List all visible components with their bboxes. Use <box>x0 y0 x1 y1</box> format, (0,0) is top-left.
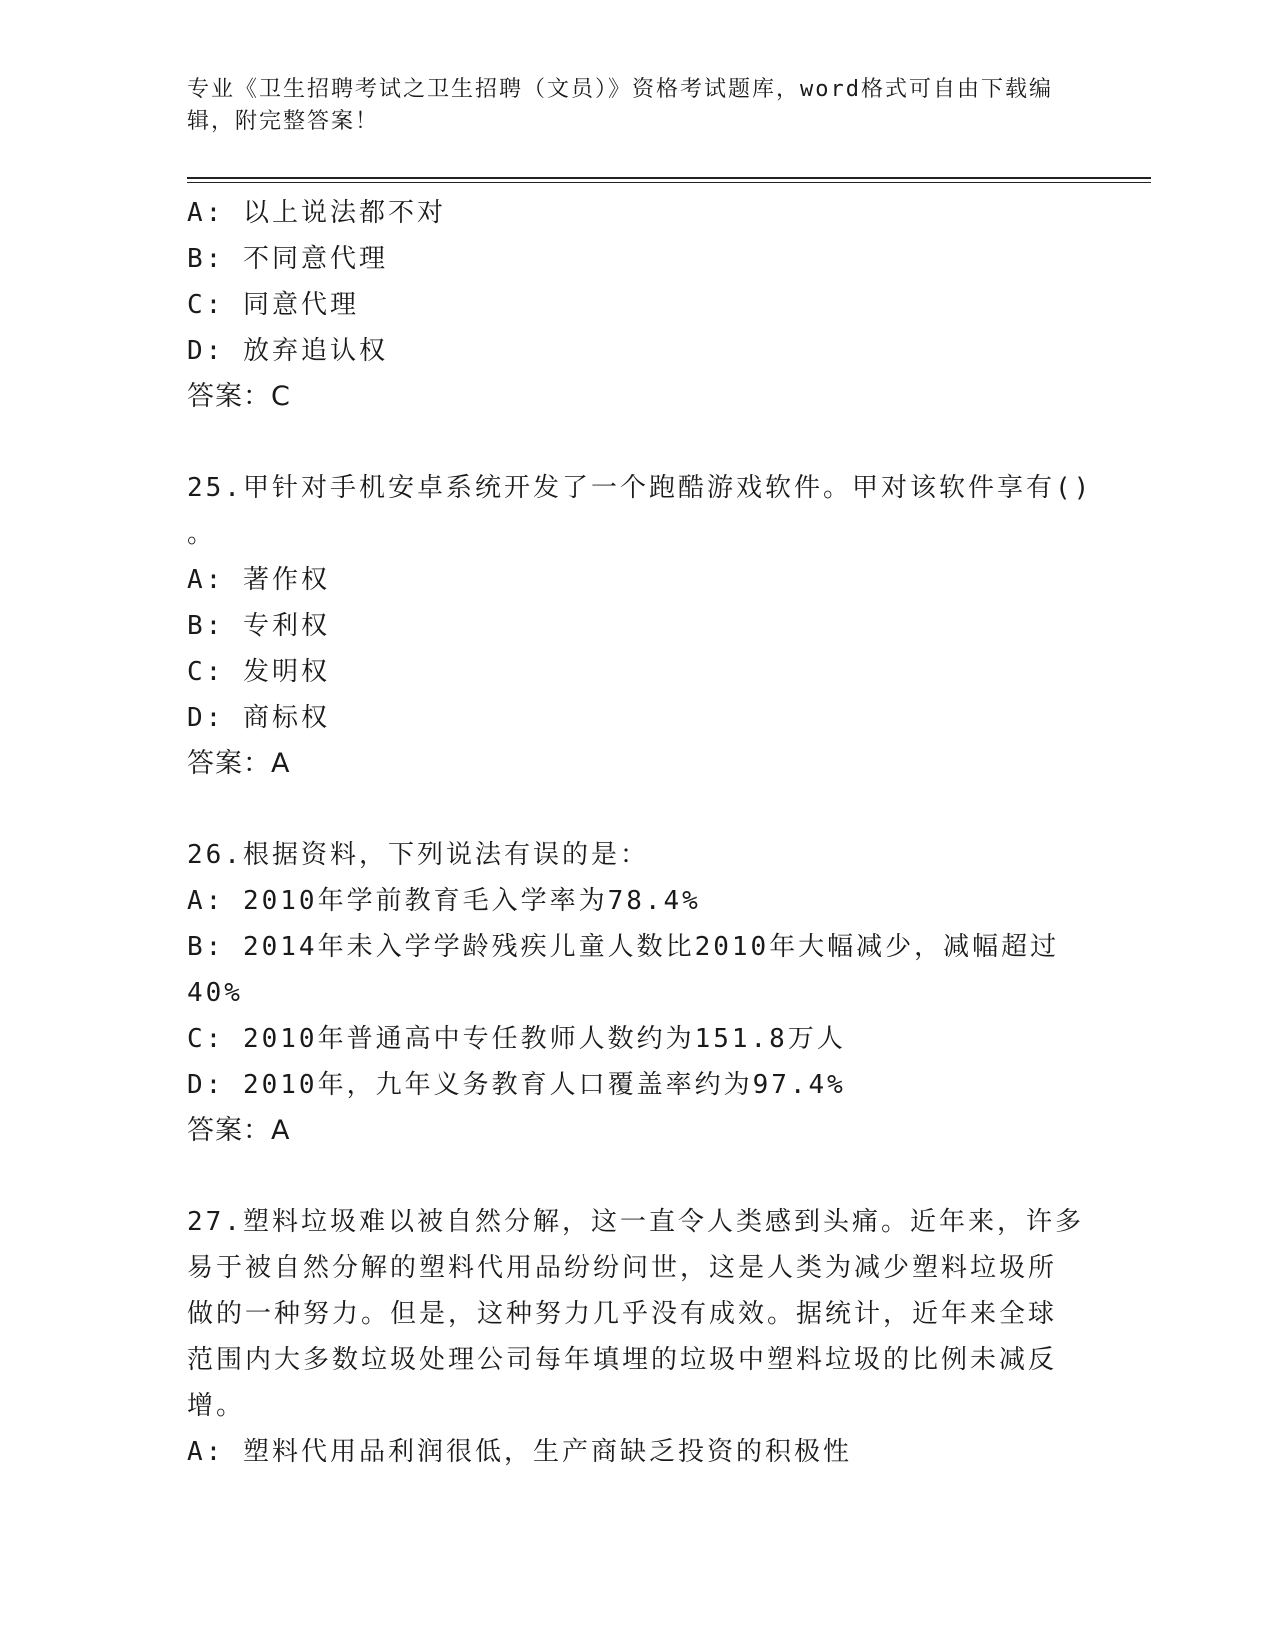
q25-option-c: C: 发明权 <box>187 657 330 687</box>
document-header: 专业《卫生招聘考试之卫生招聘（文员）》资格考试题库，word格式可自由下载编辑，附完整答案！ <box>187 77 1053 134</box>
q27-question-line4: 范围内大多数垃圾处理公司每年填埋的垃圾中塑料垃圾的比例未减反 <box>187 1345 1058 1375</box>
header-rule-thick <box>187 177 1151 179</box>
q24-option-d: D: 放弃追认权 <box>187 336 388 366</box>
q25-option-d: D: 商标权 <box>187 703 330 733</box>
q27-question-line2: 易于被自然分解的塑料代用品纷纷问世，这是人类为减少塑料垃圾所 <box>187 1253 1058 1283</box>
q25-answer: 答案：A <box>187 748 291 779</box>
q25-question-line1: 25.甲针对手机安卓系统开发了一个跑酷游戏软件。甲对该软件享有() <box>187 473 1093 503</box>
q25-question-line2: 。 <box>187 519 217 549</box>
q26-option-c: C: 2010年普通高中专任教师人数约为151.8万人 <box>187 1024 846 1054</box>
q26-option-b-line1: B: 2014年未入学学龄残疾儿童人数比2010年大幅减少，减幅超过 <box>187 932 1060 962</box>
q27-question-line5: 增。 <box>187 1391 246 1421</box>
q27-option-a: A: 塑料代用品利润很低，生产商缺乏投资的积极性 <box>187 1437 852 1467</box>
q27-question-line1: 27.塑料垃圾难以被自然分解，这一直令人类感到头痛。近年来，许多 <box>187 1207 1084 1237</box>
q26-option-d: D: 2010年，九年义务教育人口覆盖率约为97.4% <box>187 1070 846 1100</box>
q26-option-a: A: 2010年学前教育毛入学率为78.4% <box>187 886 701 916</box>
q24-option-a: A: 以上说法都不对 <box>187 198 446 228</box>
spacer <box>187 1154 1087 1199</box>
q24-option-b: B: 不同意代理 <box>187 244 388 274</box>
spacer <box>187 420 1087 465</box>
question-content <box>187 190 1093 1475</box>
q26-option-b-line2: 40% <box>187 978 243 1008</box>
q27-question-line3: 做的一种努力。但是，这种努力几乎没有成效。据统计，近年来全球 <box>187 1299 1058 1329</box>
q25-option-b: B: 专利权 <box>187 611 330 641</box>
q24-answer: 答案：C <box>187 381 291 412</box>
header-rule-thin <box>187 182 1151 183</box>
q26-question: 26.根据资料，下列说法有误的是： <box>187 840 649 870</box>
q24-option-c: C: 同意代理 <box>187 290 359 320</box>
q26-answer: 答案：A <box>187 1115 291 1146</box>
q25-option-a: A: 著作权 <box>187 565 330 595</box>
spacer <box>187 787 1087 832</box>
